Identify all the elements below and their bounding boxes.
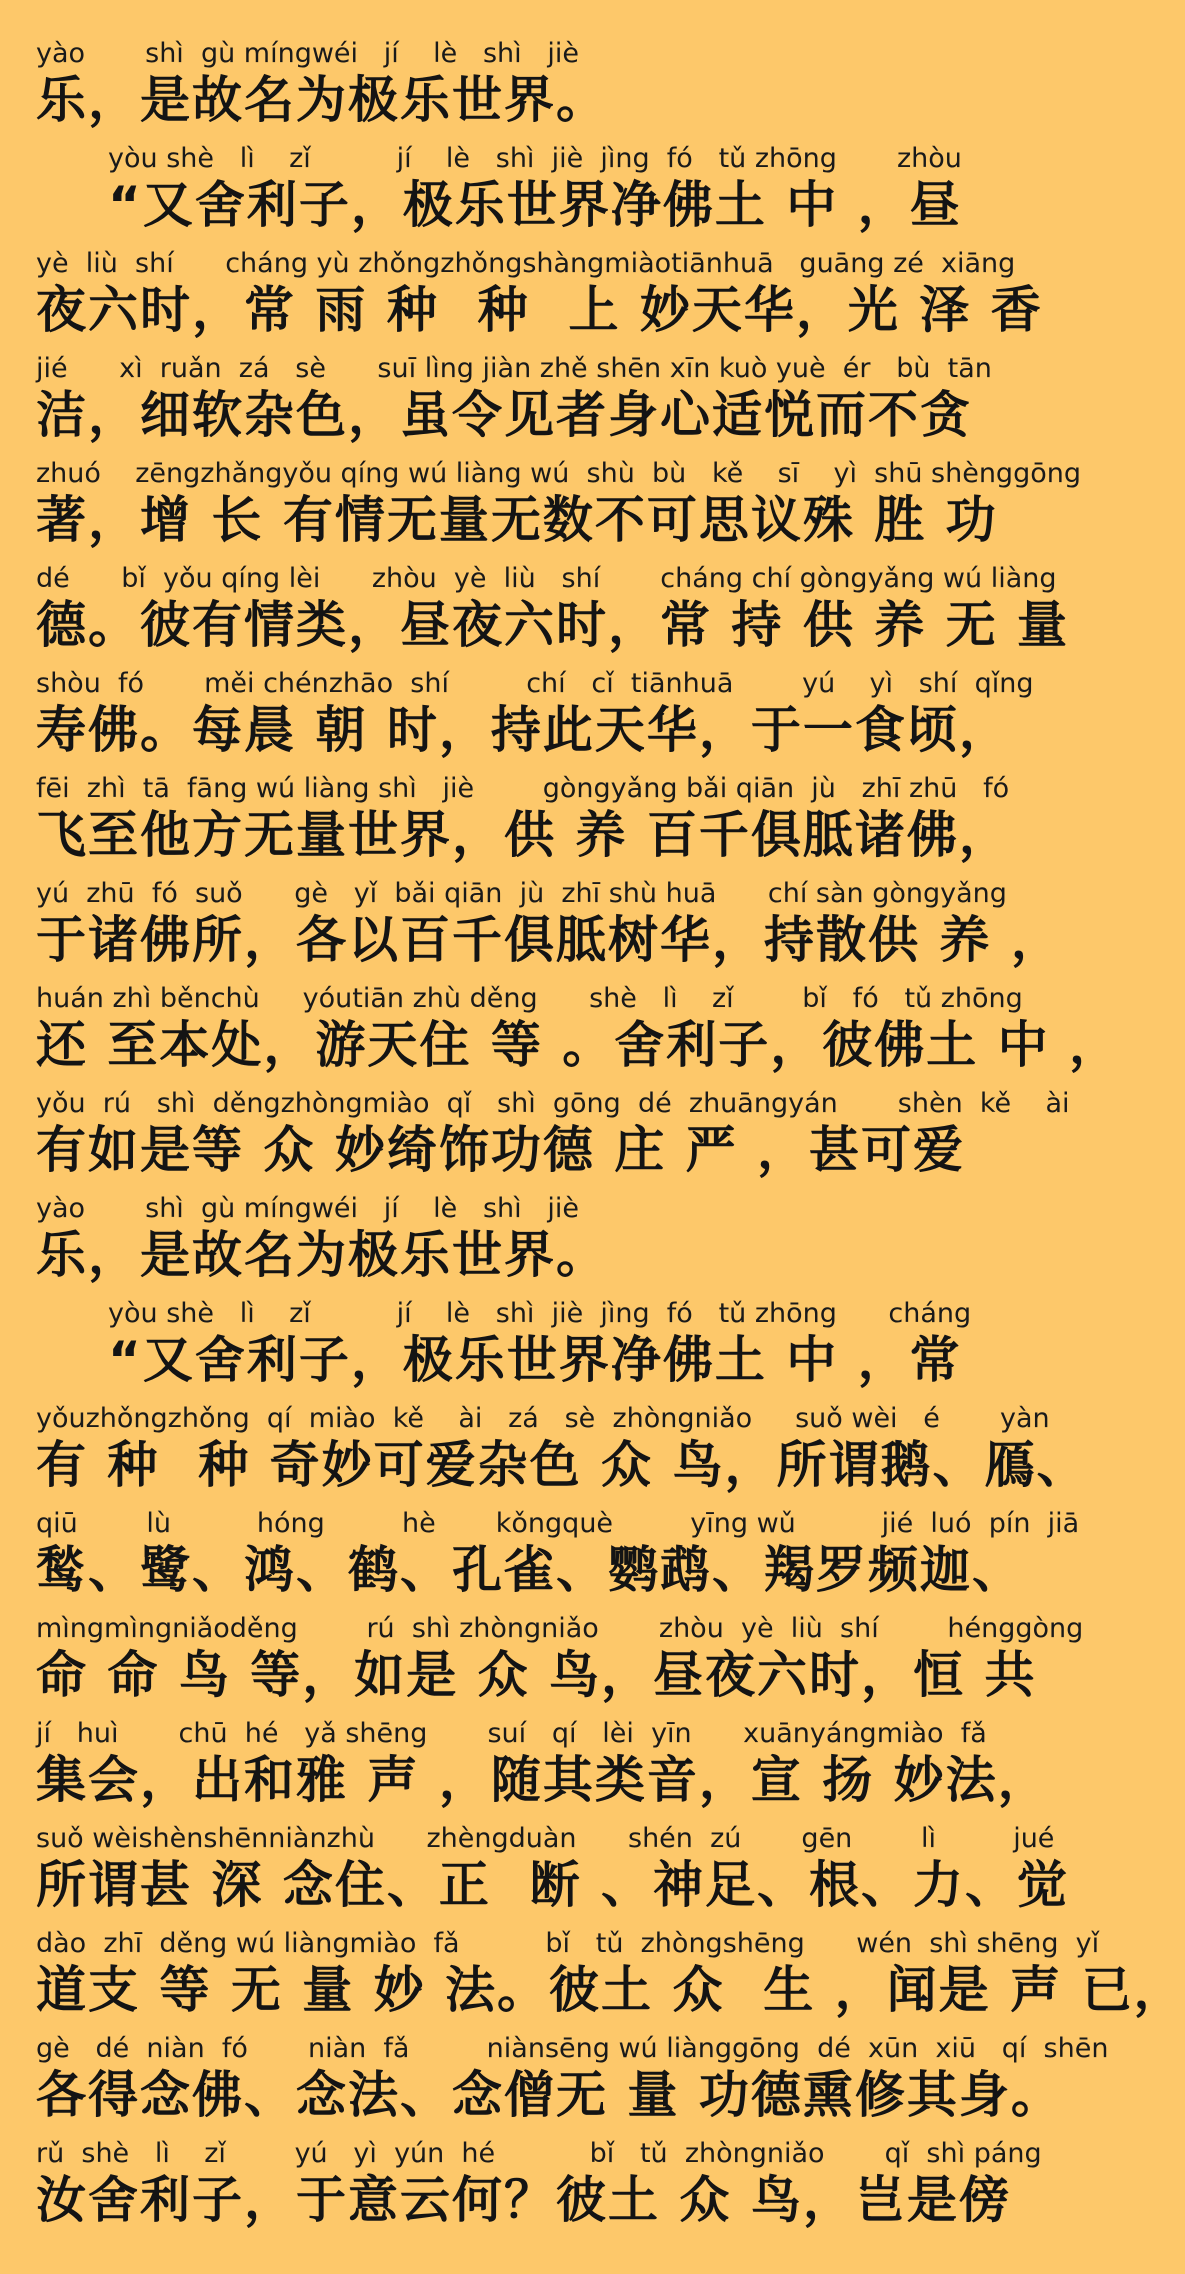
pinyin-annotation: mìngmìngniǎoděng rú shì zhòngniǎo zhòu yè liù shí hénggòng: [36, 1613, 1084, 1644]
pinyin-annotation: shòu fó měi chénzhāo shí chí cǐ tiānhuā yú yì shí qǐng: [36, 668, 1034, 699]
chinese-text: 鹙、鹭、鸿、鹤、孔雀、鹦鹉、羯罗频迦、: [36, 1541, 1024, 1599]
chinese-text: 所谓甚 深 念住、正 断 、神足、根、力、觉: [36, 1856, 1070, 1914]
chinese-text: “又舍利子，极乐世界净佛土 中 ，昼: [108, 176, 962, 234]
chinese-text: 还 至本处，游天住 等 。舍利子，彼佛土 中 ，: [36, 1016, 1122, 1074]
pinyin-annotation: jié xì ruǎn zá sè suī lìng jiàn zhě shēn xīn kuò yuè ér bù tān: [36, 353, 992, 384]
pinyin-annotation: yòu shè lì zǐ jí lè shì jiè jìng fó tǔ zhōng zhòu: [108, 143, 962, 174]
text-line: [36, 1403, 1089, 1508]
pinyin-annotation: huán zhì běnchù yóutiān zhù děng shè lì zǐ bǐ fó tǔ zhōng: [36, 983, 1023, 1014]
text-line: [108, 143, 1056, 248]
chinese-text: 集会，出和雅 声 ，随其类音，宣 扬 妙法，: [36, 1751, 1050, 1809]
text-line: [36, 458, 1081, 563]
pinyin-annotation: fēi zhì tā fāng wú liàng shì jiè gòngyǎng bǎi qiān jù zhī zhū fó: [36, 773, 1010, 804]
chinese-text: 于诸佛所，各以百千俱胝树华，持散供 养 ，: [36, 911, 1063, 969]
text-line: [108, 1298, 1056, 1403]
text-line: [36, 1613, 1084, 1718]
text-line: [36, 983, 1122, 1088]
pinyin-annotation: yào shì gù míngwéi jí lè shì jiè: [36, 38, 580, 69]
chinese-text: 飞至他方无量世界，供 养 百千俱胝诸佛，: [36, 806, 1011, 864]
pinyin-annotation: yào shì gù míngwéi jí lè shì jiè: [36, 1193, 580, 1224]
text-line: [36, 2138, 1056, 2243]
text-line: [36, 773, 1056, 878]
pinyin-annotation: zhuó zēngzhǎngyǒu qíng wú liàng wú shù bù kě sī yì shū shènggōng: [36, 458, 1081, 489]
pinyin-annotation: rǔ shè lì zǐ yú yì yún hé bǐ tǔ zhòngniǎo qǐ shì páng: [36, 2138, 1042, 2169]
text-line: [36, 1823, 1070, 1928]
chinese-text: 道支 等 无 量 妙 法。彼土 众 生 ，闻是 声 已，: [36, 1961, 1185, 2019]
text-line: [36, 353, 1056, 458]
pinyin-annotation: dé bǐ yǒu qíng lèi zhòu yè liù shí cháng chí gòngyǎng wú liàng: [36, 563, 1057, 594]
pinyin-annotation: yǒuzhǒngzhǒng qí miào kě ài zá sè zhòngniǎo suǒ wèi é yàn: [36, 1403, 1050, 1434]
pinyin-annotation: yú zhū fó suǒ gè yǐ bǎi qiān jù zhī shù huā chí sàn gòngyǎng: [36, 878, 1007, 909]
chinese-text: 汝舍利子，于意云何？彼土 众 鸟，岂是傍: [36, 2171, 1011, 2229]
chinese-text: 著，增 长 有情无量无数不可思议殊 胜 功: [36, 491, 998, 549]
chinese-text: 洁，细软杂色，虽令见者身心适悦而不贪: [36, 386, 972, 444]
text-line: [36, 563, 1070, 668]
text-line: [36, 878, 1063, 983]
chinese-text: 德。彼有情类，昼夜六时，常 持 供 养 无 量: [36, 596, 1070, 654]
chinese-text: 寿佛。每晨 朝 时，持此天华，于一食顷，: [36, 701, 1011, 759]
text-line: [36, 668, 1056, 773]
chinese-text: 命 命 鸟 等，如是 众 鸟，昼夜六时，恒 共: [36, 1646, 1037, 1704]
text-line: [36, 1718, 1056, 1823]
pinyin-annotation: jí huì chū hé yǎ shēng suí qí lèi yīn xuānyángmiào fǎ: [36, 1718, 987, 1749]
text-line: [36, 1508, 1080, 1613]
text-line: [36, 1928, 1185, 2033]
chinese-text: 乐，是故名为极乐世界。: [36, 71, 608, 129]
pinyin-annotation: dào zhī děng wú liàngmiào fǎ bǐ tǔ zhòngshēng wén shì shēng yǐ: [36, 1928, 1100, 1959]
text-line: [36, 38, 1056, 143]
pinyin-annotation: yè liù shí cháng yù zhǒngzhǒngshàngmiàotiānhuā guāng zé xiāng: [36, 248, 1016, 279]
chinese-text: 各得念佛、念法、念僧无 量 功德熏修其身。: [36, 2066, 1063, 2124]
text-line: [36, 1088, 1070, 1193]
pinyin-annotation: yòu shè lì zǐ jí lè shì jiè jìng fó tǔ zhōng cháng: [108, 1298, 972, 1329]
pinyin-annotation: gè dé niàn fó niàn fǎ niànsēng wú liànggōng dé xūn xiū qí shēn: [36, 2033, 1109, 2064]
text-line: [36, 2033, 1109, 2138]
pinyin-annotation: suǒ wèishènshēnniànzhù zhèngduàn shén zú gēn lì jué: [36, 1823, 1055, 1854]
chinese-text: 有 种 种 奇妙可爱杂色 众 鸟，所谓鹅、鴈、: [36, 1436, 1089, 1494]
chinese-text: “又舍利子，极乐世界净佛土 中 ，常: [108, 1331, 962, 1389]
chinese-text: 夜六时，常 雨 种 种 上 妙天华，光 泽 香: [36, 281, 1043, 339]
text-line: [36, 248, 1056, 353]
chinese-text: 乐，是故名为极乐世界。: [36, 1226, 608, 1284]
chinese-text: 有如是等 众 妙绮饰功德 庄 严 ，甚可爱: [36, 1121, 966, 1179]
pinyin-annotation: qiū lù hóng hè kǒngquè yīng wǔ jié luó pín jiā: [36, 1508, 1080, 1539]
pinyin-annotation: yǒu rú shì děngzhòngmiào qǐ shì gōng dé zhuāngyán shèn kě ài: [36, 1088, 1070, 1119]
text-line: [36, 1193, 1056, 1298]
